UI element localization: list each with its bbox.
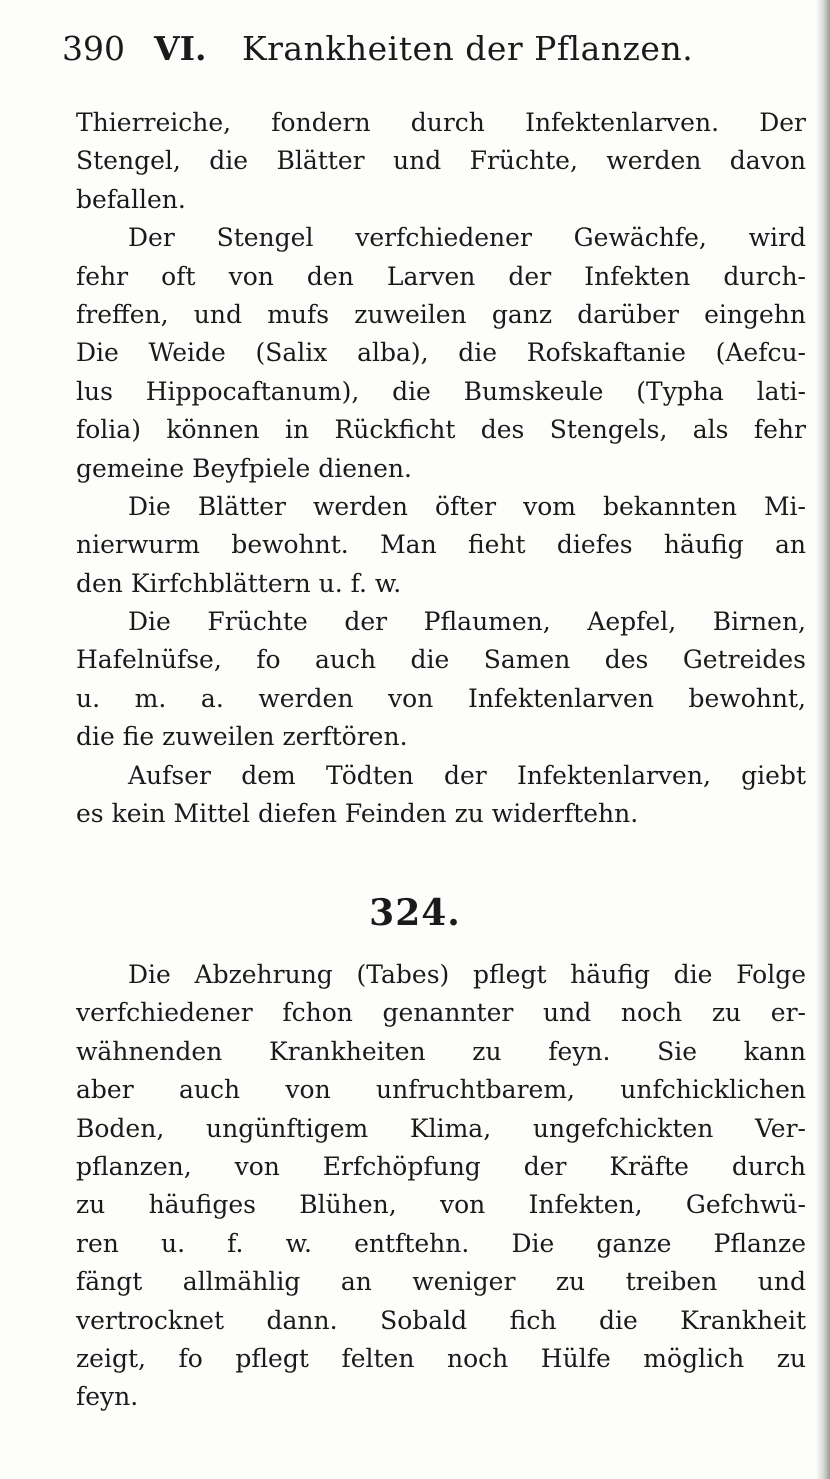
text-line: Der Stengel verfchiedener Gewächfe, wird: [128, 223, 806, 253]
text-line: den Kirfchblättern u. f. w.: [76, 568, 402, 598]
text-line: nierwurm bewohnt. Man fieht diefes häufig an: [76, 530, 806, 560]
text-line: Stengel, die Blätter und Früchte, werden davon: [76, 146, 806, 176]
text-line: zu häufiges Blühen, von Infekten, Gefchwü-: [76, 1190, 806, 1220]
text-line: folia) können in Rückficht des Stengels, als fehr: [76, 415, 806, 445]
text-line: Hafelnüfse, fo auch die Samen des Getreides: [76, 645, 806, 675]
page-number: 390: [62, 29, 125, 68]
text-line: feyn.: [76, 1382, 139, 1412]
text-line: fängt allmählig an weniger zu treiben und: [76, 1267, 806, 1297]
text-block-upper: [76, 104, 806, 833]
text-line: Boden, ungünftigem Klima, ungefchickten Ver-: [76, 1113, 806, 1143]
text-line: Die Früchte der Pflaumen, Aepfel, Birnen,: [128, 607, 806, 637]
text-line: wähnenden Krankheiten zu feyn. Sie kann: [76, 1036, 806, 1066]
text-line: vertrocknet dann. Sobald fich die Krankheit: [76, 1305, 806, 1335]
text-line: Thierreiche, fondern durch Infektenlarven. Der: [76, 108, 806, 137]
text-line: die fie zuweilen zerftören.: [76, 722, 408, 752]
text-line: pflanzen, von Erfchöpfung der Kräfte durch: [76, 1151, 806, 1181]
text-line: gemeine Beyfpiele dienen.: [76, 453, 412, 483]
text-line: aber auch von unfruchtbarem, unfchicklichen: [76, 1075, 806, 1105]
text-line: u. m. a. werden von Infektenlarven bewohnt,: [76, 683, 806, 713]
text-line: Die Weide (Salix alba), die Rofskaftanie (Aefcu-: [76, 338, 806, 368]
text-block-lower: [76, 956, 806, 1417]
text-line: verfchiedener fchon genannter und noch zu er-: [76, 998, 806, 1028]
text-line: lus Hippocaftanum), die Bumskeule (Typha lati-: [76, 376, 806, 406]
page-edge-shadow: [816, 0, 830, 1479]
text-line: befallen.: [76, 184, 186, 214]
text-line: es kein Mittel diefen Feinden zu widerftehn.: [76, 799, 639, 829]
chapter-number: VI.: [154, 29, 207, 68]
running-title: Krankheiten der Pflanzen.: [242, 29, 694, 68]
text-line: freffen, und mufs zuweilen ganz darüber eingehn: [76, 299, 806, 329]
text-line: Die Abzehrung (Tabes) pflegt häufig die Folge: [128, 960, 806, 989]
text-line: ren u. f. w. entftehn. Die ganze Pflanze: [76, 1228, 806, 1258]
running-head: [62, 26, 782, 72]
text-line: Aufser dem Tödten der Infektenlarven, giebt: [128, 760, 806, 790]
text-line: zeigt, fo pflegt felten noch Hülfe möglich zu: [76, 1343, 806, 1373]
text-line: fehr oft von den Larven der Infekten durch-: [76, 261, 806, 291]
section-number: 324.: [369, 892, 461, 934]
text-line: Die Blätter werden öfter vom bekannten Mi-: [128, 491, 806, 521]
